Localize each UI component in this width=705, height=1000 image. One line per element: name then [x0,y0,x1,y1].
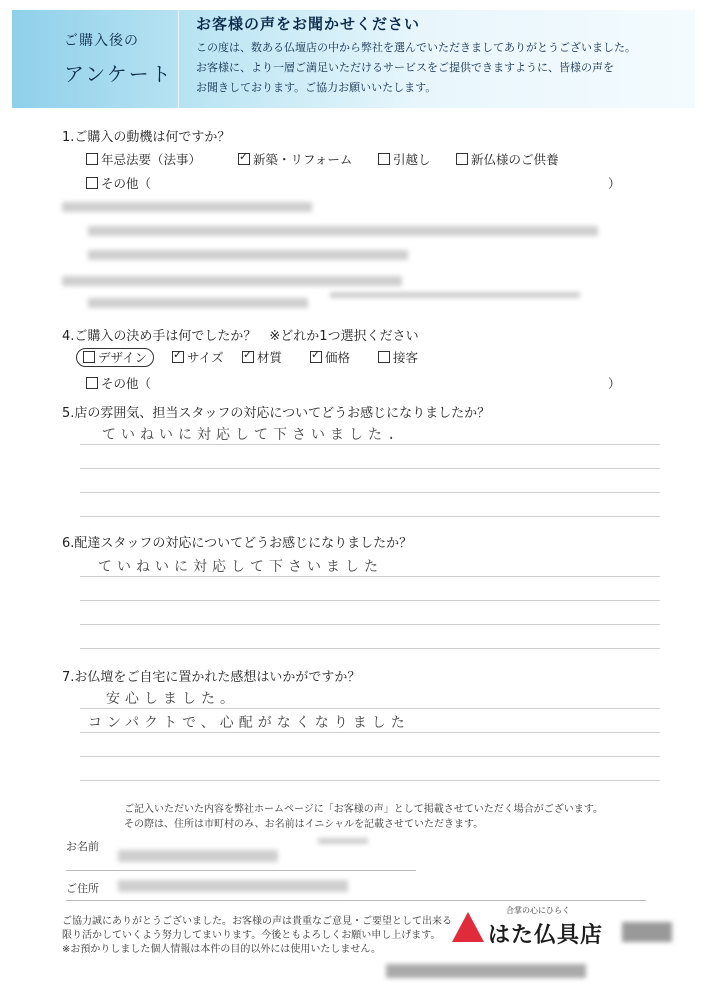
checkbox[interactable] [378,153,390,165]
checkbox[interactable] [83,351,95,363]
answer-line [80,648,660,649]
notice-line: ご記入いただいた内容を弊社ホームページに「お客様の声」として掲載させていただく場合がございます。 [124,804,603,815]
question-7: 7.お仏壇をご自宅に置かれた感想はいかがですか？ [62,670,361,685]
q4-other-close: ） [608,376,621,391]
name-label: お名前 [66,840,99,853]
q4-option-material[interactable]: ✓ 材質 [242,348,282,366]
q1-option-memorial[interactable]: 年忌法要（法事） [86,150,201,168]
redacted-stamp [622,922,672,942]
answer-line [80,780,660,781]
answer-line [80,600,660,601]
q1-other-close: ） [608,176,621,191]
logo-name: はた仏具店 [488,923,604,948]
footer-line: ※お預かりしました個人情報は本件の目的以外には使用いたしません。 [62,944,381,955]
answer-line [80,516,660,517]
q4-option-design[interactable]: デザイン [76,348,154,366]
q4-option-service[interactable]: 接客 [378,348,418,366]
logo-tagline: 合掌の心にひらく [506,906,570,915]
banner-heading: お客様の声をお聞かせください [196,15,421,33]
q7-handwritten-answer-2: コンパクトで、心配がなくなりました [88,715,410,731]
redacted-reading [318,838,368,844]
checkbox-checked[interactable] [238,153,250,165]
q4-option-price[interactable]: ✓ 価格 [310,348,350,366]
notice-line: その際は、住所は市町村のみ、お名前はイニシャルを記載させていただきます。 [124,819,484,830]
address-label: ご住所 [66,882,99,895]
banner-divider [178,10,179,108]
redacted-question-2 [62,202,312,212]
redacted-question-3 [62,276,402,286]
redacted-address [118,880,348,892]
q4-option-other[interactable]: その他（ [86,374,151,392]
checkbox[interactable] [86,153,98,165]
answer-line [80,576,660,577]
q7-handwritten-answer-1: 安心しました。 [106,691,239,707]
checkbox[interactable] [378,351,390,363]
checkbox-checked[interactable] [172,351,184,363]
q5-handwritten-answer: ていねいに対応して下さいました. [102,427,401,443]
redacted-name [118,850,278,862]
q1-option-new-buddha[interactable]: 新仏様のご供養 [456,150,559,168]
banner-intro [196,38,686,98]
redacted-contact [386,964,586,978]
intro-line: この度は、数ある仏壇店の中から弊社を選んでいただきましてありがとうございました。 [196,41,636,54]
q1-option-newbuild[interactable]: ✓ 新築・リフォーム [238,150,352,168]
redacted-options [88,226,598,236]
banner-title: アンケート [64,62,173,86]
question-5: 5.店の雰囲気、担当スタッフの対応についてどうお感じになりましたか？ [62,406,491,421]
answer-line [80,468,660,469]
answer-line [80,444,660,445]
intro-line: お聞きしております。ご協力お願いいたします。 [196,81,437,94]
answer-line [80,624,660,625]
checkbox-checked[interactable] [310,351,322,363]
banner-subtitle: ご購入後の [64,33,139,49]
intro-line: お客様に、より一層ご満足いただけるサービスをご提供できますように、皆様の声を [196,61,614,74]
checkbox[interactable] [456,153,468,165]
footer-line: 限り活かしていくよう努力してまいります。今後ともよろしくお願い申し上げます。 [62,930,441,941]
checkbox[interactable] [86,177,98,189]
footer-line: ご協力誠にありがとうございました。お客様の声は貴重なご意見・ご要望として出来る [62,916,452,927]
answer-line [80,756,660,757]
q1-option-moving[interactable]: 引越し [378,150,431,168]
answer-line [80,732,660,733]
q1-option-other[interactable]: その他（ [86,174,151,192]
question-4: 4.ご購入の決め手は何でしたか？ ※どれか1つ選択ください [62,329,419,344]
answer-line [80,708,660,709]
logo-triangle-icon [452,912,484,942]
q6-handwritten-answer: ていねいに対応して下さいました [98,559,383,575]
name-field-line [66,870,416,871]
redacted-options [88,250,408,260]
question-6: 6.配達スタッフの対応についてどうお感じになりましたか？ [62,536,413,551]
checkbox[interactable] [86,377,98,389]
address-field-line [66,900,646,901]
checkbox-checked[interactable] [242,351,254,363]
question-1: 1.ご購入の動機は何ですか？ [62,130,231,145]
q4-option-size[interactable]: ✓ サイズ [172,348,224,366]
answer-line [80,492,660,493]
redacted-options [88,298,308,308]
redacted-handwriting [330,292,580,298]
